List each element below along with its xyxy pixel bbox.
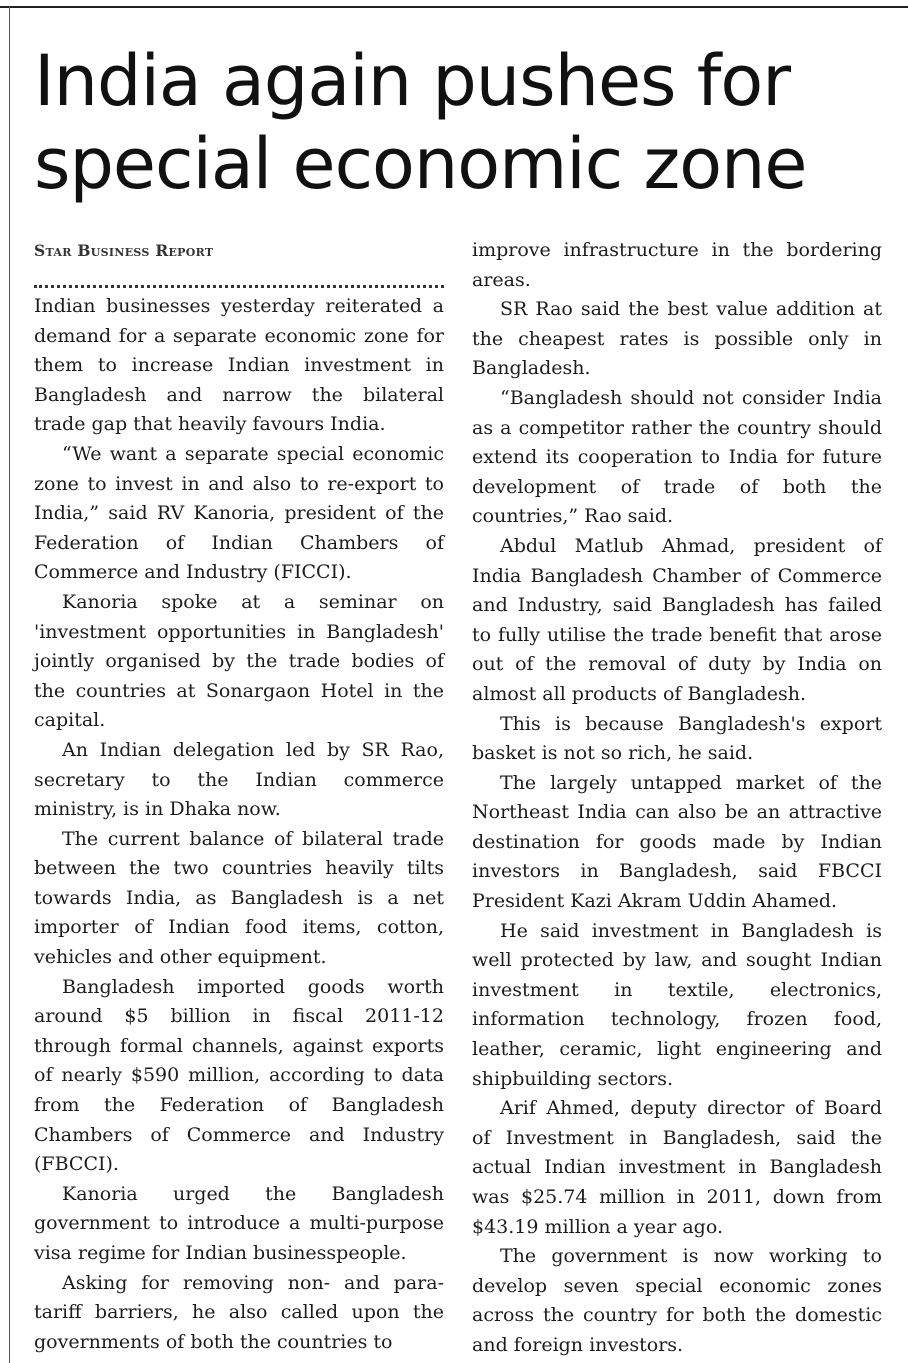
paragraph: Kanoria spoke at a seminar on 'investment opportunities in Bangladesh' jointly organised by the trade bodies of the countries at Sonargaon Hotel in the capital. [34,590,444,732]
paragraph: The largely untapped market of the Northeast India can also be an attractive destination for goods made by Indian investors in Bangladesh, said FBCCI President Kazi Akram Uddin Ahamed. [472,771,882,913]
byline: Star Business Report [34,241,214,260]
paragraph: An Indian delegation led by SR Rao, secretary to the Indian commerce ministry, is in Dhaka now. [34,738,444,821]
paragraph-continued: improve infrastructure in the bordering areas. [472,239,882,291]
article-column-right [472,236,882,1361]
top-rule [0,6,908,8]
paragraph: Arif Ahmed, deputy director of Board of Investment in Bangladesh, said the actual Indian investment in Bangladesh was $25.74 million in 2011, down from $43.19 million a year ago. [472,1097,882,1238]
paragraph: Indian businesses yesterday reiterated a demand for a separate economic zone for them to increase Indian investment in Bangladesh and narrow the bilateral trade gap that heavily favours India. [34,295,444,436]
paragraph: He said investment in Bangladesh is well protected by law, and sought Indian investment in textile, electronics, information technology, frozen food, leather, ceramic, light engineering and shipbuilding sectors. [472,919,882,1090]
paragraph: Kanoria urged the Bangladesh government to introduce a multi-purpose visa regime for Indian businesspeople. [34,1182,444,1264]
paragraph: “Bangladesh should not consider India as a competitor rather the country should extend its cooperation to India for future development of trade of both the countries,” Rao said. [472,386,882,528]
paragraph: The current balance of bilateral trade between the two countries heavily tilts towards India, as Bangladesh is a net importer of Indian food items, cotton, vehicles and other equipment. [34,827,444,969]
paragraph: “We want a separate special economic zone to invest in and also to re-export to India,” said RV Kanoria, president of the Federation of Indian Chambers of Commerce and Industry (FICCI). [34,442,444,584]
paragraph: Bangladesh imported goods worth around $5 billion in fiscal 2011-12 through formal channels, against exports of nearly $590 million, according to data from the Federation of Bangladesh Chambers of Commerce and Industry (FBCCI). [34,975,444,1176]
paragraph: SR Rao said the best value addition at the cheapest rates is possible only in Bangladesh. [472,298,882,380]
left-column-rule [9,6,10,1363]
paragraph: The government is now working to develop seven special economic zones across the country for both the domestic and foreign investors. [472,1245,882,1356]
headline: India again pushes for special economic zone [34,40,807,205]
dotted-separator [34,269,444,288]
paragraph: Abdul Matlub Ahmad, president of India Bangladesh Chamber of Commerce and Industry, said Bangladesh has failed to fully utilise the trade benefit that arose out of the removal of duty by India on almost all products of Bangladesh. [472,534,882,705]
article-column-left [34,236,444,1357]
paragraph: Asking for removing non- and para-tariff barriers, he also called upon the governments of both the countries to [34,1271,444,1353]
paragraph: This is because Bangladesh's export basket is not so rich, he said. [472,712,882,765]
